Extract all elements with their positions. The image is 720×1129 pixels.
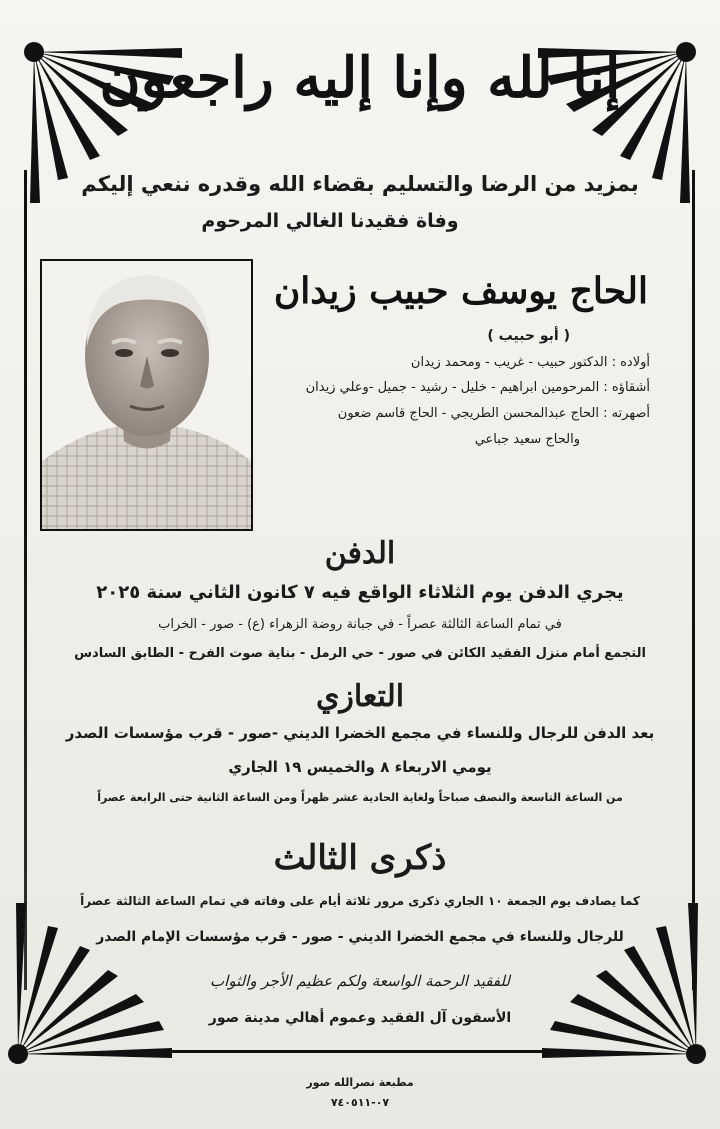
portrait-image bbox=[42, 261, 251, 529]
closing-signature: الأسفون آل الفقيد وعموم أهالي مدينة صور bbox=[208, 1010, 512, 1026]
deceased-name: الحاج يوسف حبيب زيدان bbox=[273, 270, 648, 312]
closing-prayer: للفقيد الرحمة الواسعة ولكم عظيم الأجر والثواب bbox=[210, 972, 510, 990]
third-day-title: ذكرى الثالث bbox=[273, 838, 447, 878]
relatives-in-laws-continued: والحاج سعيد جباعي bbox=[474, 432, 580, 447]
deceased-photo bbox=[40, 259, 253, 531]
intro-line-2: وفاة فقيدنا الغالي المرحوم bbox=[201, 210, 459, 232]
condolences-title: التعازي bbox=[315, 679, 405, 714]
condolences-hours-line: من الساعة التاسعة والنصف صباحاً ولغاية الحادية عشر ظهراً ومن الساعة الثانية حتى الرابعة عصراً bbox=[97, 791, 623, 804]
relatives-brothers: أشقاؤه : المرحومين ابراهيم - خليل - رشيد - جميل -وعلي زيدان bbox=[305, 380, 650, 395]
burial-time-place-line: في تمام الساعة الثالثة عصراً - في جبانة روضة الزهراء (ع) - صور - الخراب bbox=[158, 617, 562, 632]
deceased-nickname: ( أبو حبيب ) bbox=[487, 328, 570, 344]
burial-date-line: يجري الدفن يوم الثلاثاء الواقع فيه ٧ كانون الثاني سنة ٢٠٢٥ bbox=[96, 582, 624, 603]
burial-title: الدفن bbox=[324, 536, 396, 571]
relatives-in-laws: أصهرته : الحاج عبدالمحسن الطريجي - الحاج قاسم ضعون bbox=[337, 406, 650, 421]
printer-name: مطبعة نصرالله صور bbox=[306, 1076, 414, 1089]
condolences-days-line: يومي الاربعاء ٨ والخميس ١٩ الجاري bbox=[228, 758, 492, 776]
third-day-line-2: للرجال وللنساء في مجمع الخضرا الديني - صور - قرب مؤسسات الإمام الصدر bbox=[96, 929, 624, 945]
third-day-line-1: كما يصادف يوم الجمعة ١٠ الجاري ذكرى مرور ثلاثة أيام على وفاته في تمام الساعة الثالثة عصراً bbox=[80, 894, 640, 908]
printer-phone: ٠٧-٧٤٠٥١١ bbox=[330, 1096, 390, 1109]
intro-line-1: بمزيد من الرضا والتسليم بقضاء الله وقدره ننعي إليكم bbox=[81, 172, 639, 196]
burial-gathering-line: التجمع أمام منزل الفقيد الكائن في صور - حي الرمل - بناية صوت الفرح - الطابق السادس bbox=[74, 646, 646, 661]
relatives-sons: أولاده : الدكتور حبيب - غريب - ومحمد زيدان bbox=[410, 355, 650, 370]
condolences-location-line: بعد الدفن للرجال وللنساء في مجمع الخضرا الديني -صور - قرب مؤسسات الصدر bbox=[65, 724, 655, 742]
quran-verse-calligraphy: إنا لله وإنا إليه راجعون bbox=[99, 45, 621, 111]
